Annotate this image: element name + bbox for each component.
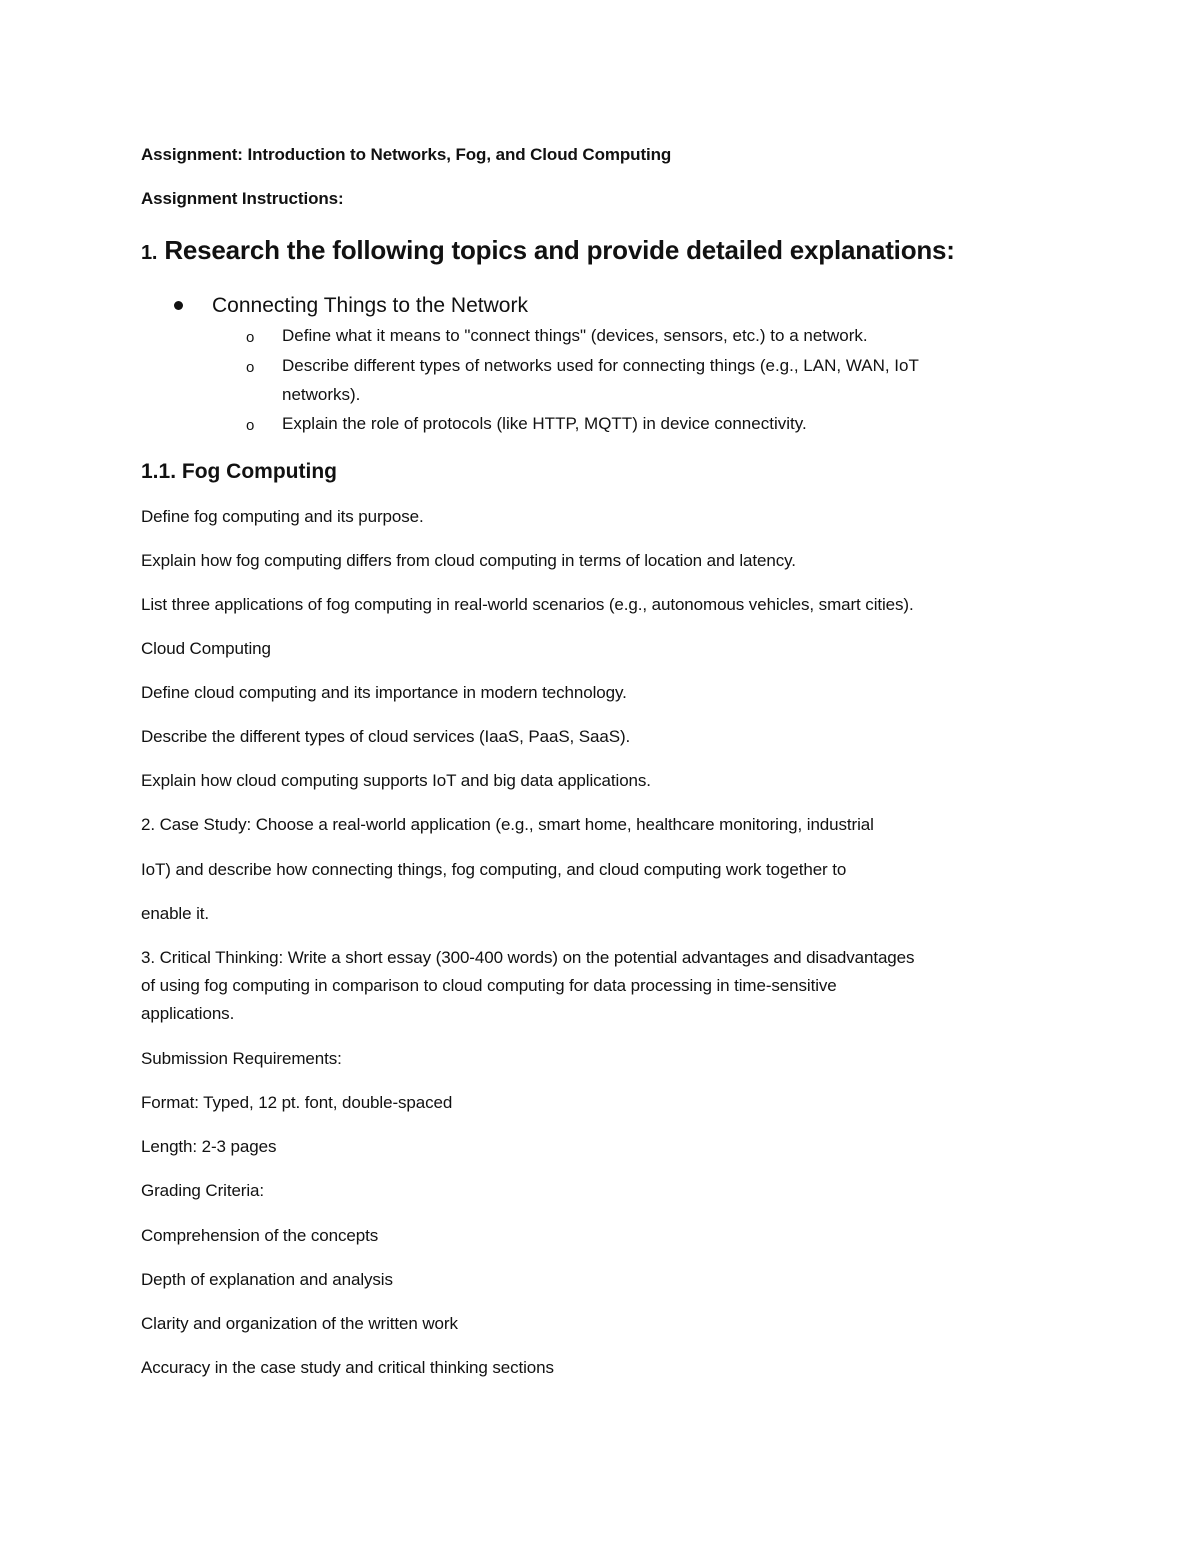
section-1-heading: [141, 233, 955, 270]
submission-heading: Submission Requirements:: [141, 1049, 342, 1068]
paragraph-line: Explain how fog computing differs from cloud computing in terms of location and latency.: [141, 551, 796, 570]
assignment-title: Assignment: Introduction to Networks, Fog, and Cloud Computing: [141, 145, 672, 164]
section-1-heading-text: Research the following topics and provide detailed explanations:: [164, 235, 955, 265]
instructions-label: Assignment Instructions:: [141, 189, 344, 208]
case-study-line: enable it.: [141, 904, 209, 923]
grading-item: Accuracy in the case study and critical thinking sections: [141, 1358, 554, 1377]
submission-length: Length: 2-3 pages: [141, 1137, 277, 1156]
paragraph-line: Explain how cloud computing supports IoT and big data applications.: [141, 771, 651, 790]
paragraph-line: List three applications of fog computing in real-world scenarios (e.g., autonomous vehicles, smart cities).: [141, 595, 914, 614]
sub-marker-icon: o: [246, 359, 255, 376]
bullet-dot-icon: [174, 301, 183, 310]
case-study-line: 2. Case Study: Choose a real-world application (e.g., smart home, healthcare monitoring, industrial: [141, 815, 874, 834]
sub-item-text: networks).: [282, 385, 361, 404]
bullet-text: Connecting Things to the Network: [212, 294, 528, 317]
critical-thinking-line: applications.: [141, 1004, 235, 1023]
sub-marker-icon: o: [246, 329, 255, 346]
paragraph-line: Describe the different types of cloud services (IaaS, PaaS, SaaS).: [141, 727, 631, 746]
section-1-number: 1.: [141, 242, 158, 264]
paragraph-line: Define fog computing and its purpose.: [141, 507, 424, 526]
critical-thinking-line: 3. Critical Thinking: Write a short essay (300-400 words) on the potential advantages and disadvantages: [141, 948, 915, 967]
fog-computing-heading: 1.1. Fog Computing: [141, 460, 337, 483]
grading-heading: Grading Criteria:: [141, 1181, 265, 1200]
critical-thinking-line: of using fog computing in comparison to cloud computing for data processing in time-sensitive: [141, 976, 837, 995]
grading-item: Clarity and organization of the written work: [141, 1314, 458, 1333]
cloud-computing-heading: Cloud Computing: [141, 639, 271, 658]
sub-marker-icon: o: [246, 417, 255, 434]
paragraph-line: Define cloud computing and its importance in modern technology.: [141, 683, 627, 702]
grading-item: Comprehension of the concepts: [141, 1226, 379, 1245]
submission-format: Format: Typed, 12 pt. font, double-spaced: [141, 1093, 453, 1112]
grading-item: Depth of explanation and analysis: [141, 1270, 393, 1289]
sub-item-text: Explain the role of protocols (like HTTP, MQTT) in device connectivity.: [282, 414, 807, 433]
sub-item-text: Define what it means to "connect things" (devices, sensors, etc.) to a network.: [282, 326, 868, 345]
case-study-line: IoT) and describe how connecting things, fog computing, and cloud computing work together to: [141, 860, 847, 879]
sub-item-text: Describe different types of networks used for connecting things (e.g., LAN, WAN, IoT: [282, 356, 919, 375]
